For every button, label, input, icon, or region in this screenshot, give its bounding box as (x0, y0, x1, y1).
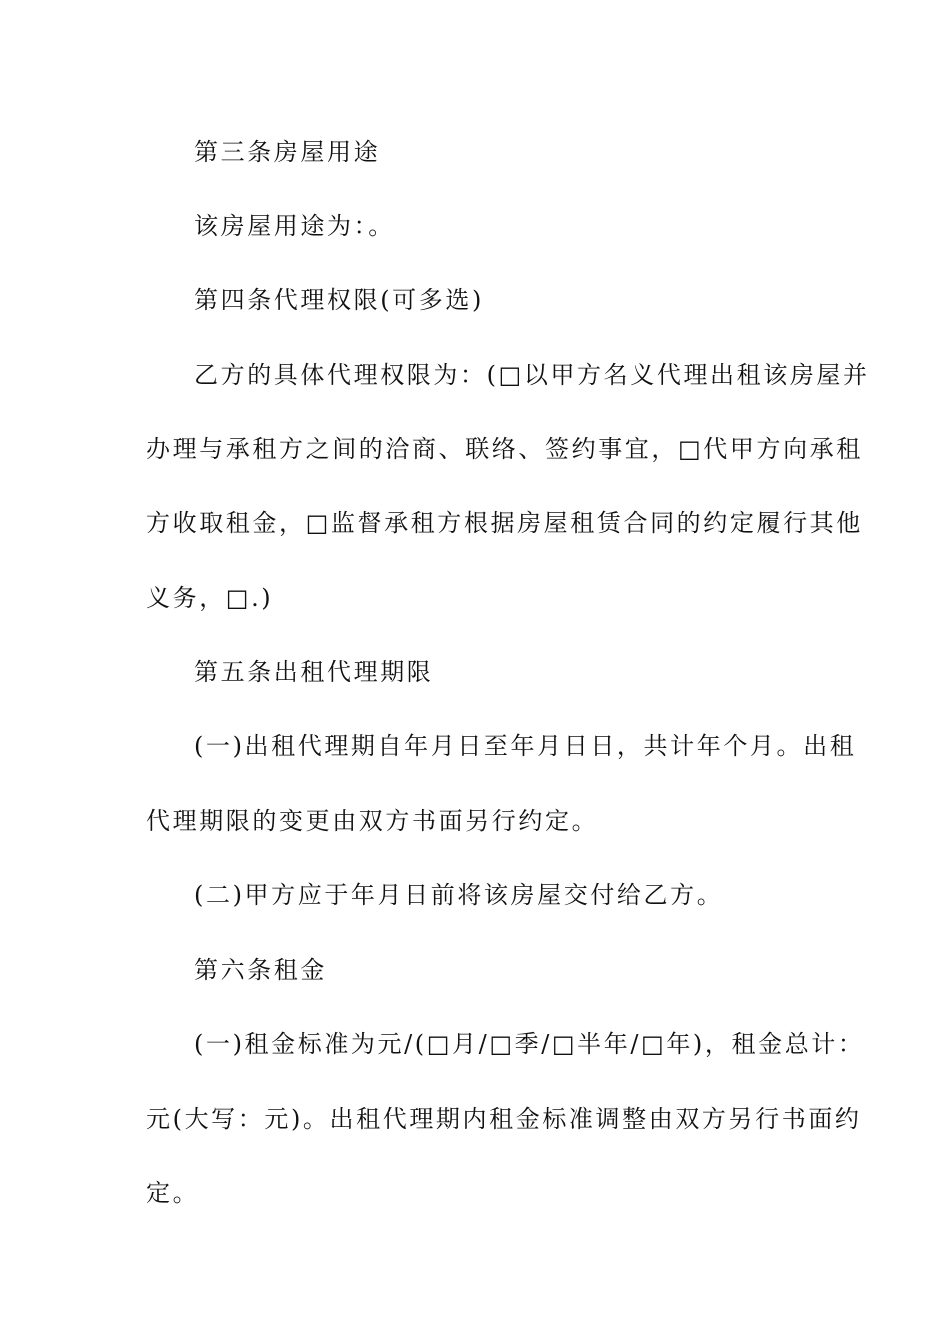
article-6-item-1-line-3: 定。 (146, 1179, 200, 1207)
article-6-item-1-line-2: 元(大写：元)。出租代理期内租金标准调整由双方另行书面约 (146, 1105, 862, 1133)
article-5-item-2: (二)甲方应于年月日前将该房屋交付给乙方。 (194, 881, 724, 909)
article-6-heading: 第六条租金 (194, 956, 327, 984)
article-4-paragraph-line-1: 乙方的具体代理权限为：(□以甲方名义代理出租该房屋并 (194, 361, 870, 389)
article-5-item-1-line-2: 代理期限的变更由双方书面另行约定。 (146, 807, 599, 835)
article-4-paragraph-line-3: 方收取租金，□监督承租方根据房屋租赁合同的约定履行其他 (146, 509, 863, 537)
article-5-item-1-line-1: (一)出租代理期自年月日至年月日日，共计年个月。出租 (194, 732, 857, 760)
article-3-usage-line: 该房屋用途为：。 (194, 212, 395, 240)
article-5-heading: 第五条出租代理期限 (194, 658, 434, 686)
article-4-heading: 第四条代理权限(可多选) (194, 286, 484, 314)
article-3-heading: 第三条房屋用途 (194, 138, 381, 166)
article-4-paragraph-line-2: 办理与承租方之间的洽商、联络、签约事宜，□代甲方向承租 (146, 435, 863, 463)
article-6-item-1-line-1: (一)租金标准为元/(□月/□季/□半年/□年)，租金总计： (194, 1030, 865, 1058)
article-4-paragraph-line-4: 义务，□.) (146, 584, 274, 612)
